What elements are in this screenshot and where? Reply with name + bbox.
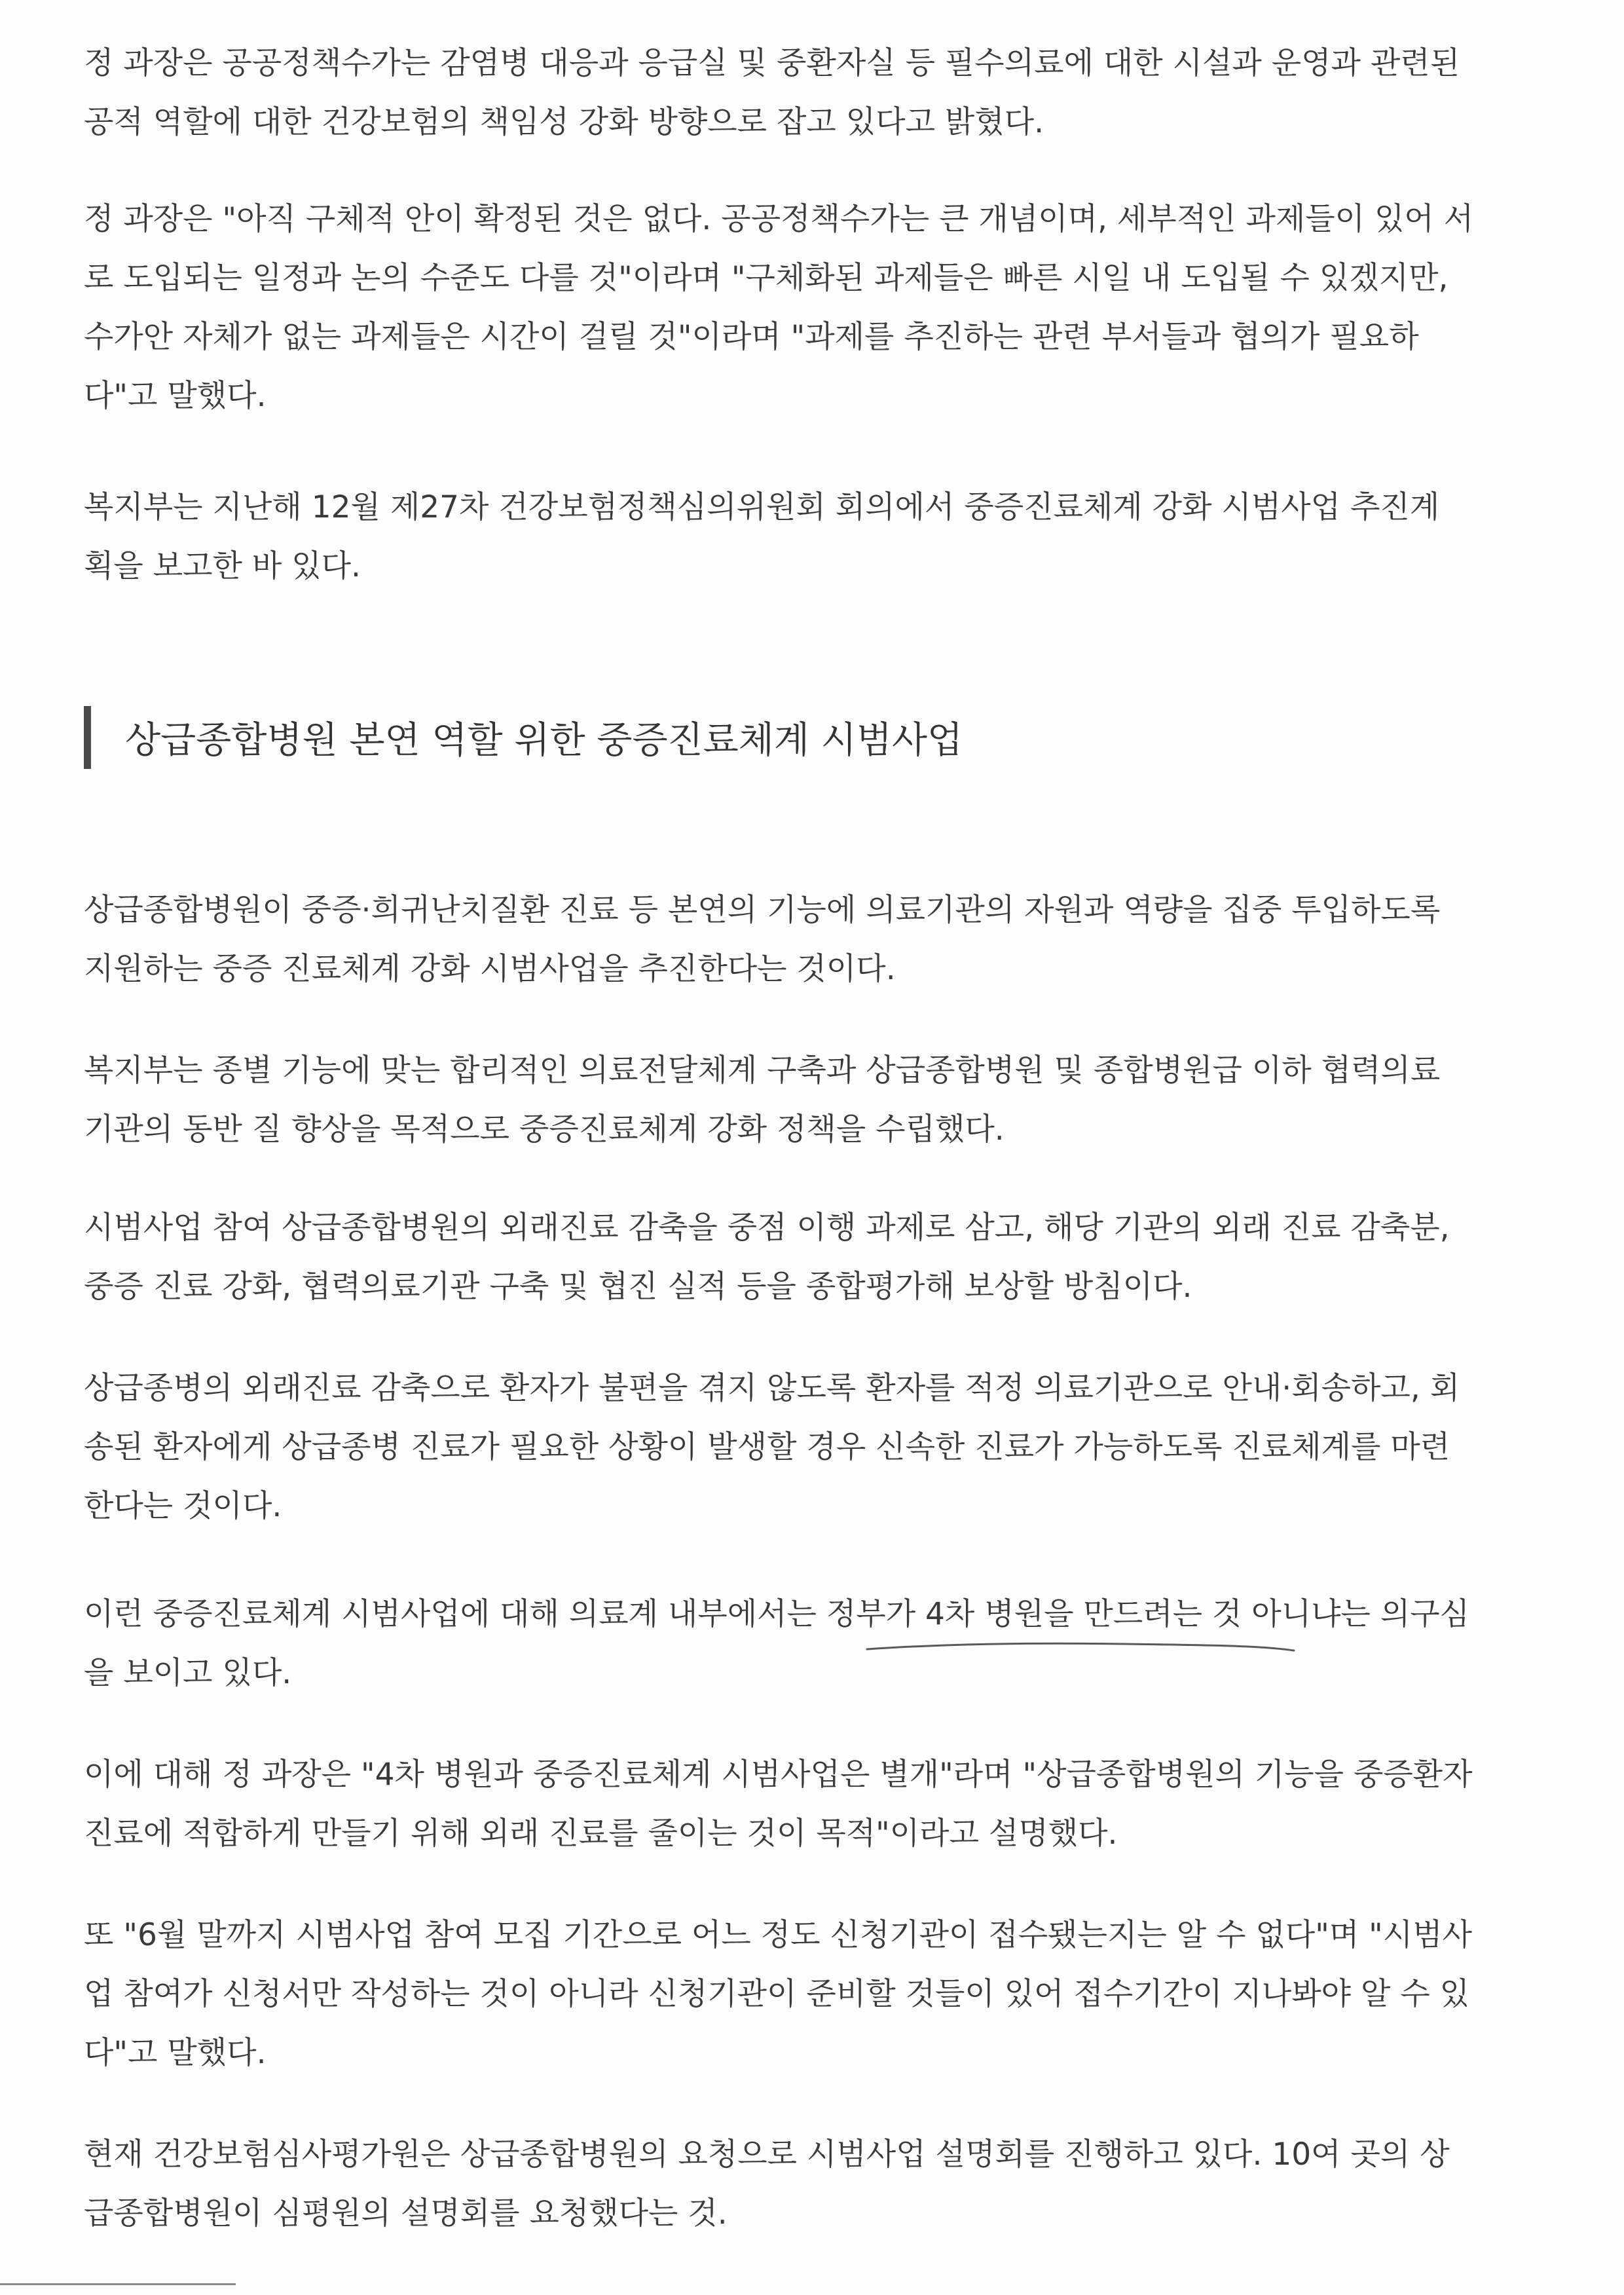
paragraph-1: 정 과장은 공공정책수가는 감염병 대응과 응급실 및 중환자실 등 필수의료에 대한 시설과 운영과 관련된 공적 역할에 대한 건강보험의 책임성 강화 방향으로 잡고 있다고 밝혔다.: [84, 45, 1460, 140]
section-heading-text: 상급종합병원 본연 역할 위한 중증진료체계 시범사업: [125, 719, 963, 762]
paragraph-11: 현재 건강보험심사평가원은 상급종합병원의 요청으로 시범사업 설명회를 진행하고 있다. 10여 곳의 상 급종합병원이 심평원의 설명회를 요청했다는 것.: [84, 2136, 1450, 2231]
bottom-scan-edge-line: [0, 2283, 236, 2285]
paragraph-9: 이에 대해 정 과장은 "4차 병원과 중증진료체계 시범사업은 별개"라며 "상급종합병원의 기능을 중증환자 진료에 적합하게 만들기 위해 외래 진료를 줄이는 것이 목적"이라고 설명했다.: [84, 1757, 1473, 1852]
paragraph-2: 정 과장은 "아직 구체적 안이 확정된 것은 없다. 공공정책수가는 큰 개념이며, 세부적인 과제들이 있어 서 로 도입되는 일정과 논의 수준도 다를 것"이라며 "구체화된 과제들은 빠른 시일 내 도입될 수 있겠지만, 수가안 자체가 없는 과제들은 시간이 걸릴 것"이라며 "과제를 추진하는 관련 부서들과 협의가 필요하 다"고 말했다.: [84, 201, 1474, 414]
paragraph-10: 또 "6월 말까지 시범사업 참여 모집 기간으로 어느 정도 신청기관이 접수됐는지는 알 수 없다"며 "시범사 업 참여가 신청서만 작성하는 것이 아니라 신청기관이 준비할 것들이 있어 접수기간이 지나봐야 알 수 있 다"고 말했다.: [84, 1917, 1472, 2071]
heading-accent-bar: [84, 706, 91, 769]
paragraph-8: 이런 중증진료체계 시범사업에 대해 의료계 내부에서는 정부가 4차 병원을 만드려는 것 아니냐는 의구심 을 보이고 있다.: [84, 1596, 1470, 1691]
section-heading: [84, 706, 963, 769]
paragraph-3: 복지부는 지난해 12월 제27차 건강보험정책심의위원회 회의에서 중증진료체계 강화 시범사업 추진계 획을 보고한 바 있다.: [84, 489, 1440, 584]
paragraph-5: 복지부는 종별 기능에 맞는 합리적인 의료전달체계 구축과 상급종합병원 및 종합병원급 이하 협력의료 기관의 동반 질 향상을 목적으로 중증진료체계 강화 정책을 수립했다.: [84, 1053, 1441, 1148]
paragraph-4: 상급종합병원이 중증·희귀난치질환 진료 등 본연의 기능에 의료기관의 자원과 역량을 집중 투입하도록 지원하는 중증 진료체계 강화 시범사업을 추진한다는 것이다.: [84, 892, 1441, 987]
paragraph-7: 상급종병의 외래진료 감축으로 환자가 불편을 겪지 않도록 환자를 적정 의료기관으로 안내·회송하고, 회 송된 환자에게 상급종병 진료가 필요한 상황이 발생할 경우 신속한 진료가 가능하도록 진료체계를 마련 한다는 것이다.: [84, 1370, 1460, 1524]
handwritten-underline: [864, 1637, 1297, 1657]
paragraph-6: 시범사업 참여 상급종합병원의 외래진료 감축을 중점 이행 과제로 삼고, 해당 기관의 외래 진료 감축분, 중증 진료 강화, 협력의료기관 구축 및 협진 실적 등을 종합평가해 보상할 방침이다.: [84, 1210, 1450, 1305]
